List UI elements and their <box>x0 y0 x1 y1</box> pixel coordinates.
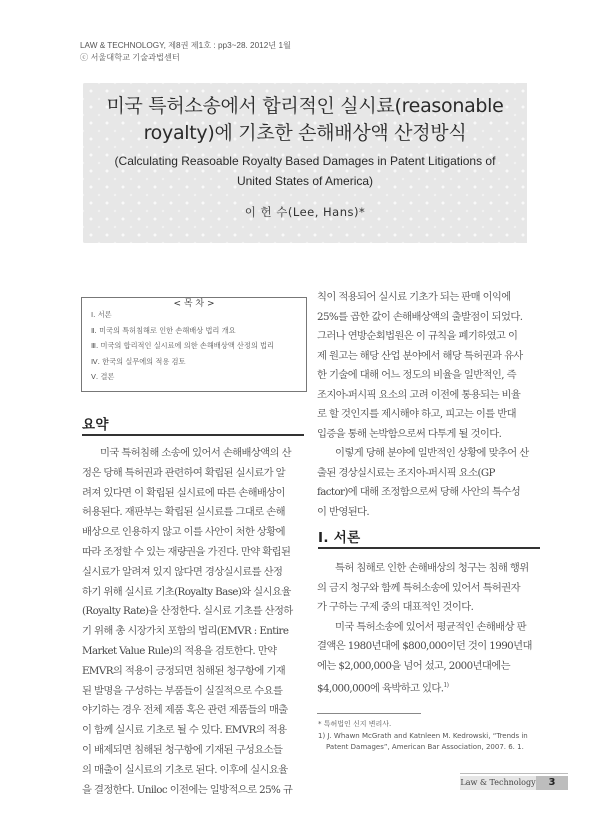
english-title-line-1: (Calculating Reasoable Royalty Based Damages in Patent Litigations of <box>114 154 496 168</box>
body-line: 입증을 통해 논박함으로써 다투게 될 것이다. <box>317 427 502 440</box>
page-footer <box>460 773 568 790</box>
abstract-line: 배상으로 인용하지 않고 이를 사안이 처한 상황에 <box>82 526 285 539</box>
abstract-line: 하기 위해 실시료 기초(Royalty Base)와 실시요율 <box>82 585 291 598</box>
body-line: 그러나 연방순회법원은 이 규칙을 폐기하였고 이 <box>317 330 518 342</box>
body-line: 이 반영된다. <box>317 505 370 518</box>
abstract-line: (Royalty Rate)을 산정한다. 실시료 기초를 산정하 <box>82 605 293 618</box>
body-line: 한 기술에 대해 어느 정도의 비율을 일반적인, 즉 <box>317 369 516 381</box>
toc-item: Ⅲ. 미국의 합리적인 실시료에 의한 손해배상액 산정의 법리 <box>91 341 274 350</box>
abstract-line: 을 결정한다. Uniloc 이전에는 일방적으로 25% 규 <box>82 783 293 796</box>
footnotes <box>318 719 528 754</box>
body-line: 25%를 곱한 값이 손해배상액의 출발점이 되었다. <box>317 310 523 323</box>
body-line: 칙이 적용되어 실시료 기초가 되는 판매 이익에 <box>317 291 511 303</box>
abstract-line: 이 배제되면 침해된 청구항에 기재된 구성요소들 <box>82 743 283 756</box>
intro-line: 의 금지 청구와 함께 특허소송에 있어서 특허권자 <box>317 581 520 594</box>
body-line: factor)에 대해 조정함으로써 당해 사안의 특수성 <box>317 486 521 498</box>
intro-line: 에는 $2,000,000을 넘어 섰고, 2000년대에는 <box>317 659 510 672</box>
abstract-line: 된 발명을 구성하는 부품들이 실질적으로 수요를 <box>82 684 283 697</box>
abstract-line: Market Value Rule)의 적용을 검토한다. 만약 <box>82 644 277 657</box>
abstract-line: 려져 있다면 이 확립된 실시료에 따른 손해배상이 <box>82 486 285 499</box>
footnote-author: * 특허법인 신지 변리사. <box>318 720 392 728</box>
abstract-line: 야기하는 경우 전체 제품 혹은 관련 제품들의 매출 <box>82 704 288 717</box>
korean-title-line-2: royalty)에 기초한 손해배상액 산정방식 <box>143 122 467 144</box>
intro-body <box>317 559 532 696</box>
body-line: 제 원고는 해당 산업 분야에서 해당 특허권과 유사 <box>317 349 523 362</box>
author: 이 헌 수(Lee, Hans)* <box>244 205 366 219</box>
abstract-heading: 요약 <box>82 417 109 433</box>
abstract-body <box>82 444 293 800</box>
intro-line: $4,000,000에 육박하고 있다. <box>317 682 444 695</box>
intro-heading-rule <box>318 547 540 549</box>
intro-line-with-footnote <box>317 676 532 696</box>
intro-line: 특허 침해로 인한 손해배상의 청구는 침해 행위 <box>335 562 529 574</box>
table-of-contents <box>81 297 307 392</box>
abstract-line: 기 위해 총 시장가치 포함의 법리(EMVR : Entire <box>82 625 289 638</box>
toc-item: Ⅴ. 결론 <box>91 372 115 381</box>
abstract-line: 허용된다. 재판부는 확립된 실시료를 그대로 손해 <box>82 506 285 519</box>
intro-heading: Ⅰ. 서론 <box>318 530 361 546</box>
footer-journal-label: Law & Technology <box>460 776 536 790</box>
intro-line: 결액은 1980년대에 $800,000이던 것이 1990년대 <box>317 640 532 652</box>
korean-title-line-1: 미국 특허소송에서 합리적인 실시료(reasonable <box>106 95 504 117</box>
title-box <box>83 83 527 243</box>
toc-list <box>91 307 274 385</box>
journal-citation: LAW & TECHNOLOGY, 제8권 제1호 : pp3~28. 2012년 1월 <box>80 41 291 50</box>
abstract-line: 이 함께 실시료 기초로 될 수 있다. EMVR의 적용 <box>82 724 287 737</box>
footnote-divider <box>317 713 421 714</box>
toc-title: < 목 차 > <box>169 299 218 309</box>
abstract-line: 따라 조정할 수 있는 재량권을 가진다. 만약 확립된 <box>82 545 291 558</box>
footnote-ref[interactable]: 1) <box>443 682 449 689</box>
english-title-line-2: United States of America) <box>236 174 374 188</box>
abstract-line: 미국 특허침해 소송에 있어서 손해배상액의 산 <box>100 447 291 459</box>
toc-item: Ⅱ. 미국의 특허침해로 인한 손해배상 법리 개요 <box>91 325 236 335</box>
intro-line: 미국 특허소송에 있어서 평균적인 손해배상 판 <box>335 620 526 633</box>
page-number: 3 <box>536 776 568 790</box>
abstract-line: 정은 당해 특허권과 관련하여 확립된 실시료가 알 <box>82 466 285 479</box>
abstract-line: 의 매출이 실시료의 기초로 된다. 이후에 실시요율 <box>82 763 288 776</box>
footnote-1-cont: Patent Damages”, American Bar Association, 2007. 6. 1. <box>326 743 524 751</box>
abstract-heading-rule <box>82 434 304 436</box>
toc-item: Ⅰ. 서론 <box>91 310 112 319</box>
toc-item: Ⅳ. 한국의 실무에의 적용 검토 <box>91 356 186 366</box>
footnote-1: 1) J. Whawn McGrath and Katnleen M. Kedrowski, “Trends in <box>318 731 528 740</box>
body-line: 로 할 것인지를 제시해야 하고, 피고는 이를 반대 <box>317 408 516 420</box>
journal-copyright: ⓒ 서울대학교 기술과법센터 <box>80 53 180 62</box>
body-line: 이렇게 당해 분야에 일반적인 상황에 맞추어 산 <box>335 447 529 459</box>
intro-line: 가 구하는 구제 중의 대표적인 것이다. <box>317 601 474 613</box>
body-line: 조지아-퍼시픽 요소의 고려 이전에 통용되는 비율 <box>317 388 521 401</box>
right-column-top <box>317 288 529 522</box>
body-line: 출된 경상실시료는 조지아-퍼시픽 요소(GP <box>317 466 495 479</box>
title-inner <box>103 93 507 220</box>
abstract-line: 실시료가 알려져 있지 않다면 경상실시료를 산정 <box>82 565 283 578</box>
abstract-line: EMVR의 적용이 긍정되면 침해된 청구항에 기재 <box>82 664 286 677</box>
journal-header <box>80 40 291 64</box>
